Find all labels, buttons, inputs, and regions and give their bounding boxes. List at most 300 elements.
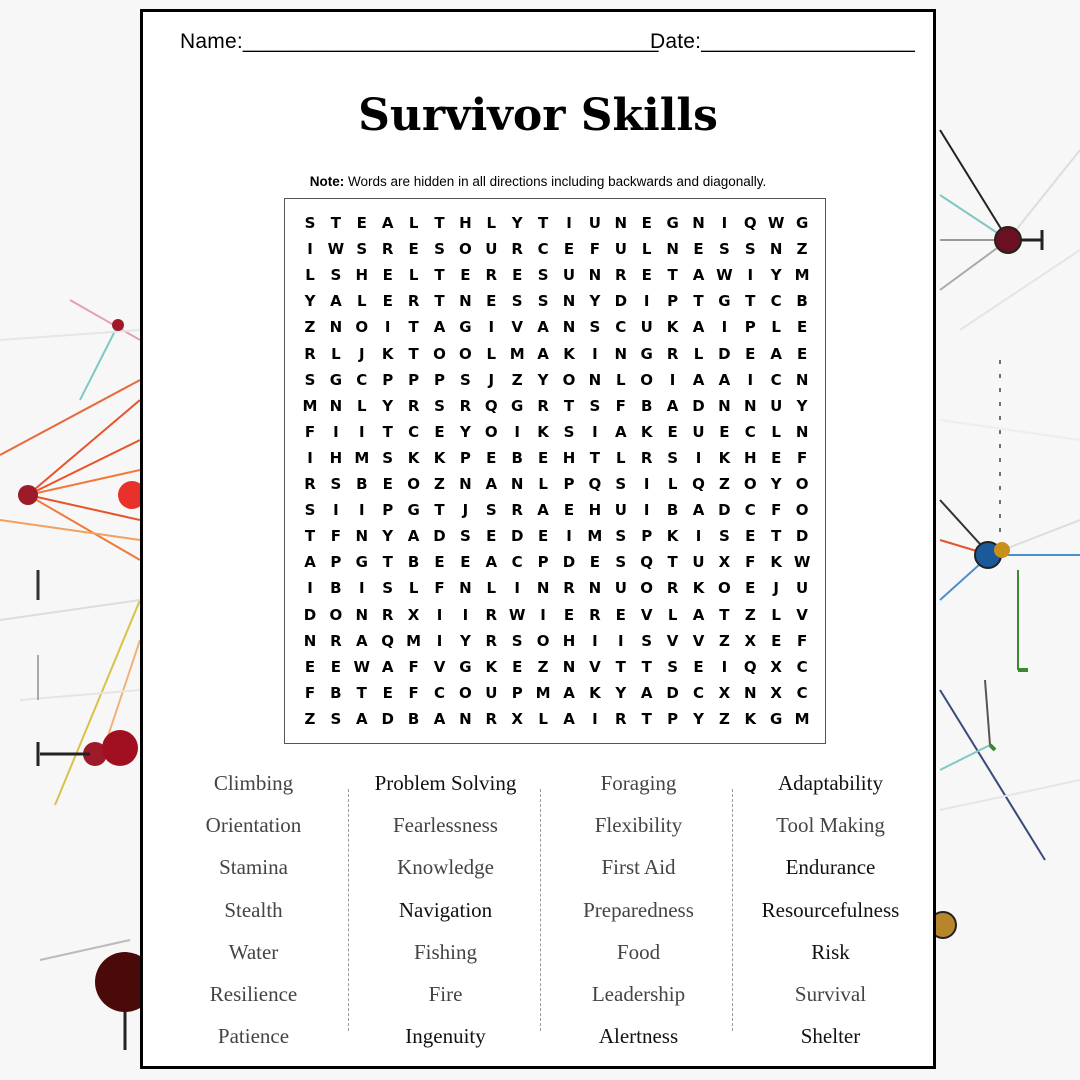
grid-letter[interactable]: F [589,240,601,259]
grid-letter[interactable]: D [692,396,705,415]
grid-letter[interactable]: B [330,683,342,702]
grid-letter[interactable]: I [747,266,754,285]
grid-letter[interactable]: V [692,631,705,650]
grid-letter[interactable]: I [566,214,572,232]
grid-letter[interactable]: E [460,266,471,285]
grid-letter[interactable]: B [796,292,808,311]
grid-letter[interactable]: N [795,370,809,389]
grid-letter[interactable]: W [327,240,345,259]
grid-letter[interactable]: N [562,318,576,337]
name-field-label[interactable]: Name:___________________________________ [180,30,659,53]
grid-letter[interactable]: A [330,292,342,311]
grid-letter[interactable]: L [408,579,419,598]
grid-letter[interactable]: Z [511,370,523,389]
grid-letter[interactable]: F [304,683,316,702]
grid-letter[interactable]: C [796,683,808,702]
grid-letter[interactable]: I [488,318,495,337]
grid-letter[interactable]: R [485,266,498,285]
grid-letter[interactable]: O [795,475,809,493]
grid-letter[interactable]: N [795,422,809,441]
grid-letter[interactable]: C [770,370,782,389]
grid-letter[interactable]: R [640,448,653,467]
grid-letter[interactable]: T [589,448,600,467]
grid-letter[interactable]: I [721,657,728,676]
grid-letter[interactable]: A [433,318,446,337]
grid-letter[interactable]: F [434,579,445,598]
grid-letter[interactable]: U [485,240,498,259]
grid-letter[interactable]: T [408,318,419,337]
grid-letter[interactable]: J [773,579,779,598]
grid-letter[interactable]: S [459,370,471,389]
grid-letter[interactable]: T [771,527,782,546]
grid-letter[interactable]: L [486,344,497,363]
grid-letter[interactable]: T [434,292,445,311]
grid-letter[interactable]: P [382,370,394,389]
grid-letter[interactable]: C [744,501,756,520]
grid-letter[interactable]: R [304,344,316,363]
grid-letter[interactable]: S [304,370,316,389]
grid-letter[interactable]: L [331,344,341,363]
grid-letter[interactable]: E [693,657,704,676]
grid-letter[interactable]: E [486,448,497,467]
grid-letter[interactable]: R [407,292,420,311]
grid-letter[interactable]: C [770,292,782,311]
grid-letter[interactable]: D [795,527,809,546]
grid-letter[interactable]: O [355,318,369,337]
grid-letter[interactable]: Y [693,709,704,728]
grid-letter[interactable]: H [355,266,369,285]
grid-letter[interactable]: C [537,240,549,259]
grid-letter[interactable]: I [592,422,598,441]
grid-letter[interactable]: A [355,631,368,650]
grid-letter[interactable]: L [408,266,419,285]
grid-letter[interactable]: I [721,318,728,337]
grid-letter[interactable]: I [747,370,754,389]
grid-letter[interactable]: L [616,448,626,467]
grid-letter[interactable]: V [796,605,808,624]
grid-letter[interactable]: R [511,501,523,520]
grid-letter[interactable]: S [537,292,549,311]
grid-letter[interactable]: E [434,422,445,441]
grid-letter[interactable]: F [304,422,316,441]
grid-letter[interactable]: I [669,370,676,389]
grid-letter[interactable]: O [640,579,654,598]
grid-letter[interactable]: X [407,605,420,624]
grid-letter[interactable]: D [303,605,317,624]
grid-letter[interactable]: K [381,344,394,363]
grid-letter[interactable]: N [588,266,602,285]
grid-letter[interactable]: A [666,396,679,415]
grid-letter[interactable]: G [511,396,524,415]
grid-letter[interactable]: S [589,318,601,337]
grid-letter[interactable]: R [615,266,627,285]
grid-letter[interactable]: A [485,553,498,572]
grid-letter[interactable]: L [486,579,497,598]
grid-letter[interactable]: A [485,475,498,493]
grid-letter[interactable]: T [382,422,393,441]
grid-letter[interactable]: Z [718,631,730,650]
grid-letter[interactable]: T [693,292,704,311]
grid-letter[interactable]: I [592,344,598,363]
grid-letter[interactable]: I [307,448,313,467]
grid-letter[interactable]: G [407,501,420,520]
grid-letter[interactable]: A [537,344,549,363]
grid-letter[interactable]: F [408,683,419,702]
grid-letter[interactable]: L [641,240,652,259]
grid-letter[interactable]: L [538,709,548,728]
grid-letter[interactable]: W [716,266,733,285]
grid-letter[interactable]: I [359,579,365,598]
grid-letter[interactable]: S [511,292,523,311]
grid-letter[interactable]: N [536,579,550,598]
grid-letter[interactable]: I [592,631,598,650]
grid-letter[interactable]: T [667,553,678,572]
grid-letter[interactable]: A [692,318,705,337]
grid-letter[interactable]: D [666,683,679,702]
grid-letter[interactable]: H [744,448,757,467]
grid-letter[interactable]: A [614,422,627,441]
grid-letter[interactable]: T [563,396,575,415]
grid-letter[interactable]: A [563,683,575,702]
grid-letter[interactable]: V [640,605,653,624]
grid-letter[interactable]: R [407,396,420,415]
grid-letter[interactable]: P [537,553,549,572]
grid-letter[interactable]: U [692,422,705,441]
grid-letter[interactable]: O [459,240,472,259]
grid-letter[interactable]: M [535,683,551,702]
grid-letter[interactable]: F [771,501,782,520]
grid-letter[interactable]: T [408,344,419,363]
grid-letter[interactable]: A [770,344,782,363]
grid-letter[interactable]: C [692,683,704,702]
grid-letter[interactable]: P [382,501,394,520]
grid-letter[interactable]: P [563,475,575,493]
grid-letter[interactable]: A [537,318,549,337]
grid-letter[interactable]: D [510,527,524,546]
grid-letter[interactable]: Z [718,709,730,728]
grid-letter[interactable]: U [485,683,498,702]
grid-letter[interactable]: T [434,214,445,232]
grid-letter[interactable]: K [640,422,653,441]
grid-letter[interactable]: Y [615,683,627,702]
grid-letter[interactable]: D [614,292,628,311]
grid-letter[interactable]: T [641,657,652,676]
grid-letter[interactable]: I [695,527,702,546]
grid-letter[interactable]: E [330,657,342,676]
grid-letter[interactable]: S [382,579,394,598]
grid-letter[interactable]: J [359,344,365,363]
grid-letter[interactable]: Y [382,527,394,546]
grid-letter[interactable]: P [641,527,653,546]
grid-letter[interactable]: G [718,292,731,311]
grid-letter[interactable]: E [771,448,782,467]
grid-letter[interactable]: N [329,396,343,415]
grid-letter[interactable]: N [666,240,679,259]
grid-letter[interactable]: G [459,657,472,676]
grid-letter[interactable]: E [771,631,782,650]
grid-letter[interactable]: T [304,527,316,546]
grid-letter[interactable]: L [357,292,367,311]
grid-letter[interactable]: D [381,709,394,728]
grid-letter[interactable]: Y [589,292,601,311]
grid-letter[interactable]: S [356,240,368,259]
grid-letter[interactable]: Z [434,475,445,493]
grid-letter[interactable]: N [329,318,343,337]
grid-letter[interactable]: M [406,631,422,650]
grid-letter[interactable]: Y [537,370,549,389]
grid-letter[interactable]: R [485,605,498,624]
grid-letter[interactable]: S [615,527,627,546]
grid-letter[interactable]: C [615,318,627,337]
grid-letter[interactable]: U [692,553,705,572]
grid-letter[interactable]: Y [770,475,782,493]
grid-letter[interactable]: M [794,709,810,728]
grid-letter[interactable]: Z [744,605,756,624]
grid-letter[interactable]: T [641,709,652,728]
grid-letter[interactable]: A [640,683,653,702]
grid-letter[interactable]: E [486,527,497,546]
grid-letter[interactable]: J [462,501,469,520]
grid-letter[interactable]: A [692,605,705,624]
grid-letter[interactable]: S [615,475,627,493]
grid-letter[interactable]: K [666,318,679,337]
grid-letter[interactable]: T [434,501,445,520]
grid-letter[interactable]: T [434,266,445,285]
grid-letter[interactable]: M [302,396,318,415]
grid-letter[interactable]: K [485,657,498,676]
grid-letter[interactable]: C [433,683,445,702]
grid-letter[interactable]: S [563,422,575,441]
grid-letter[interactable]: Q [484,396,498,415]
grid-letter[interactable]: S [667,448,678,467]
grid-letter[interactable]: L [357,396,367,415]
grid-letter[interactable]: L [667,475,678,493]
grid-letter[interactable]: K [666,527,679,546]
grid-letter[interactable]: I [721,214,728,232]
grid-letter[interactable]: N [614,214,628,232]
grid-letter[interactable]: G [640,344,653,363]
grid-letter[interactable]: V [433,657,446,676]
grid-letter[interactable]: S [459,527,471,546]
grid-letter[interactable]: F [408,657,419,676]
grid-letter[interactable]: M [509,344,525,363]
word-search-grid[interactable] [284,198,826,744]
grid-letter[interactable]: A [407,527,420,546]
grid-letter[interactable]: E [563,240,575,259]
grid-letter[interactable]: N [355,605,369,624]
grid-letter[interactable]: Q [692,475,705,493]
grid-letter[interactable]: I [436,605,443,624]
grid-letter[interactable]: E [641,214,652,232]
grid-letter[interactable]: Y [304,292,316,311]
grid-letter[interactable]: I [514,422,520,441]
grid-letter[interactable]: A [692,370,705,389]
grid-letter[interactable]: Q [640,553,654,572]
grid-letter[interactable]: S [330,475,342,493]
grid-letter[interactable]: E [356,214,367,232]
grid-letter[interactable]: I [462,605,469,624]
grid-letter[interactable]: S [434,240,445,259]
grid-letter[interactable]: B [407,553,420,572]
grid-letter[interactable]: M [354,448,370,467]
grid-letter[interactable]: S [382,448,394,467]
grid-letter[interactable]: P [408,370,420,389]
grid-letter[interactable]: G [459,318,472,337]
grid-letter[interactable]: R [381,240,394,259]
grid-letter[interactable]: L [305,266,315,285]
grid-letter[interactable]: R [666,579,679,598]
grid-letter[interactable]: N [769,240,783,259]
grid-letter[interactable]: B [407,709,420,728]
grid-letter[interactable]: S [667,657,678,676]
grid-letter[interactable]: A [355,709,368,728]
grid-letter[interactable]: U [588,214,601,232]
grid-letter[interactable]: E [486,292,497,311]
grid-letter[interactable]: Z [304,709,316,728]
grid-letter[interactable]: T [745,292,756,311]
grid-letter[interactable]: E [589,553,601,572]
grid-letter[interactable]: S [718,240,730,259]
grid-letter[interactable]: A [381,214,394,232]
grid-letter[interactable]: N [562,292,576,311]
grid-letter[interactable]: X [744,631,757,650]
grid-letter[interactable]: E [382,683,393,702]
grid-letter[interactable]: F [796,448,808,467]
grid-letter[interactable]: O [459,344,472,363]
grid-letter[interactable]: O [407,475,420,493]
date-field-label[interactable]: Date:__________________ [650,30,916,53]
grid-letter[interactable]: N [459,475,472,493]
grid-letter[interactable]: I [592,709,598,728]
grid-letter[interactable]: U [614,579,627,598]
grid-letter[interactable]: E [563,501,575,520]
grid-letter[interactable]: Z [304,318,316,337]
grid-letter[interactable]: O [329,605,343,624]
grid-letter[interactable]: O [562,370,576,389]
grid-letter[interactable]: S [744,240,756,259]
grid-letter[interactable]: Y [511,214,523,232]
grid-letter[interactable]: E [537,527,549,546]
grid-letter[interactable]: N [459,579,472,598]
grid-letter[interactable]: Q [588,475,602,493]
grid-letter[interactable]: I [566,527,572,546]
grid-letter[interactable]: A [718,370,731,389]
grid-letter[interactable]: B [511,448,523,467]
grid-letter[interactable]: Y [796,396,808,415]
grid-letter[interactable]: P [511,683,523,702]
grid-letter[interactable]: N [614,344,628,363]
grid-letter[interactable]: N [355,527,369,546]
grid-letter[interactable]: M [794,266,810,285]
grid-letter[interactable]: K [433,448,446,467]
grid-letter[interactable]: E [563,605,575,624]
grid-letter[interactable]: I [333,501,339,520]
grid-letter[interactable]: B [356,475,368,493]
grid-letter[interactable]: R [537,396,549,415]
grid-letter[interactable]: E [537,448,549,467]
grid-letter[interactable]: B [666,501,679,520]
grid-letter[interactable]: S [304,214,316,232]
grid-letter[interactable]: U [614,240,627,259]
grid-letter[interactable]: R [330,631,342,650]
grid-letter[interactable]: S [485,501,497,520]
grid-letter[interactable]: E [512,266,523,285]
grid-letter[interactable]: A [381,657,394,676]
grid-letter[interactable]: T [667,266,678,285]
grid-letter[interactable]: N [303,631,317,650]
grid-letter[interactable]: U [640,318,653,337]
grid-letter[interactable]: V [589,657,601,676]
grid-letter[interactable]: K [718,448,731,467]
grid-letter[interactable]: N [692,214,705,232]
grid-letter[interactable]: T [382,553,393,572]
grid-letter[interactable]: E [745,579,756,598]
grid-letter[interactable]: E [641,266,652,285]
grid-letter[interactable]: G [355,553,368,572]
grid-letter[interactable]: C [356,370,368,389]
grid-letter[interactable]: L [771,605,781,624]
grid-letter[interactable]: C [408,422,420,441]
grid-letter[interactable]: R [485,709,498,728]
grid-letter[interactable]: B [330,579,342,598]
grid-letter[interactable]: K [407,448,420,467]
grid-letter[interactable]: S [330,709,342,728]
grid-letter[interactable]: O [795,501,809,520]
grid-letter[interactable]: I [695,448,702,467]
grid-letter[interactable]: P [434,370,445,389]
grid-letter[interactable]: N [588,579,602,598]
grid-letter[interactable]: R [511,240,523,259]
grid-letter[interactable]: Y [459,422,471,441]
grid-letter[interactable]: E [667,422,678,441]
grid-letter[interactable]: N [718,396,731,415]
grid-letter[interactable]: I [307,240,313,259]
grid-letter[interactable]: S [304,501,316,520]
grid-letter[interactable]: Y [382,396,394,415]
grid-letter[interactable]: L [693,344,704,363]
grid-letter[interactable]: I [384,318,391,337]
grid-letter[interactable]: N [459,292,472,311]
grid-letter[interactable]: E [745,527,756,546]
grid-letter[interactable]: J [488,370,495,389]
grid-letter[interactable]: U [796,579,809,598]
grid-letter[interactable]: H [329,448,343,467]
grid-letter[interactable]: K [692,579,705,598]
grid-letter[interactable]: L [408,214,419,232]
grid-letter[interactable]: G [770,709,783,728]
grid-letter[interactable]: C [796,657,808,676]
grid-letter[interactable]: R [563,579,575,598]
grid-letter[interactable]: R [485,631,498,650]
grid-letter[interactable]: F [745,553,756,572]
grid-letter[interactable]: S [641,631,653,650]
grid-letter[interactable]: E [460,553,471,572]
grid-letter[interactable]: E [796,344,808,363]
grid-letter[interactable]: L [616,370,626,389]
grid-letter[interactable]: S [330,266,342,285]
grid-letter[interactable]: A [304,553,316,572]
grid-letter[interactable]: O [536,631,550,650]
grid-letter[interactable]: K [563,344,575,363]
grid-letter[interactable]: K [537,422,549,441]
grid-letter[interactable]: W [793,553,811,572]
grid-letter[interactable]: O [640,370,654,389]
grid-letter[interactable]: E [382,475,393,493]
grid-letter[interactable]: O [459,683,472,702]
grid-letter[interactable]: T [537,214,549,232]
grid-letter[interactable]: I [643,475,650,493]
grid-letter[interactable]: R [589,605,601,624]
